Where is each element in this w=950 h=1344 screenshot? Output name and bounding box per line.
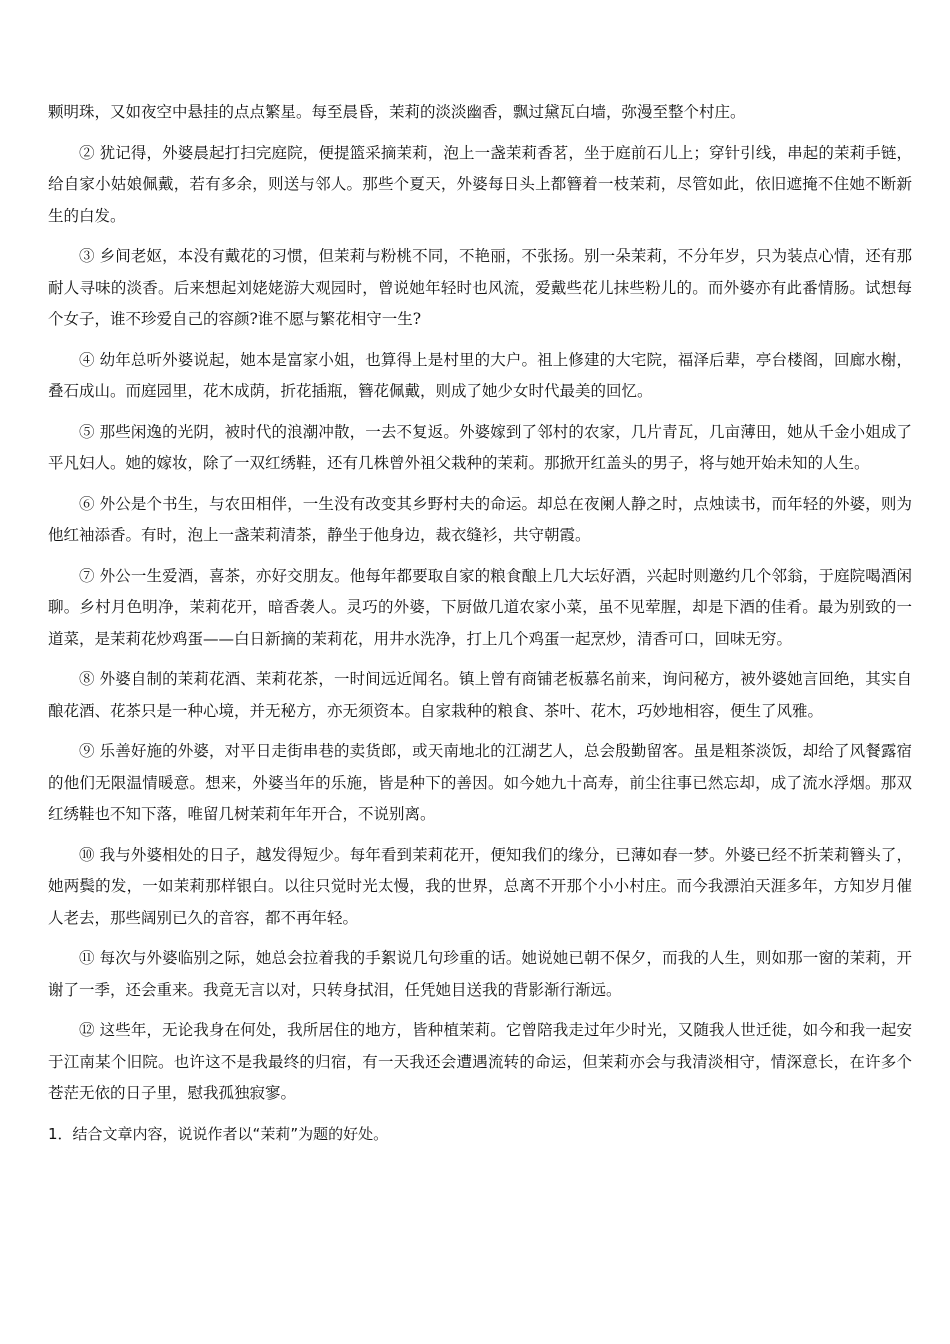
paragraph-5: ⑤ 那些闲逸的光阴，被时代的浪潮冲散，一去不复返。外婆嫁到了邻村的农家，几片青瓦，几亩薄田，她从千金小姐成了平凡妇人。她的嫁妆，除了一双红绣鞋，还有几株曾外祖父栽种的茉莉。那掀开红盖头的男子，将与她开始未知的人生。 [48, 422, 912, 472]
paragraph-10: ⑩ 我与外婆相处的日子，越发得短少。每年看到茉莉花开，便知我们的缘分，已薄如春一梦。外婆已经不折茉莉簪头了，她两鬓的发，一如茉莉那样银白。以往只觉时光太慢，我的世界，总离不开那个小小村庄。而今我漂泊天涯多年，方知岁月催人老去，那些阔别已久的音容，都不再年轻。 [48, 845, 912, 927]
paragraph-6: ⑥ 外公是个书生，与农田相伴，一生没有改变其乡野村夫的命运。却总在夜阑人静之时，点烛读书，而年轻的外婆，则为他红袖添香。有时，泡上一盏茉莉清茶，静坐于他身边，裁衣缝衫，共守朝霞。 [48, 494, 912, 544]
document-page [48, 97, 912, 1150]
paragraph-7: ⑦ 外公一生爱酒，喜茶，亦好交朋友。他每年都要取自家的粮食酿上几大坛好酒，兴起时则邀约几个邻翁，于庭院喝酒闲聊。乡村月色明净，茉莉花开，暗香袭人。灵巧的外婆，下厨做几道农家小菜，虽不见荤腥，却是下酒的佳肴。最为别致的一道菜，是茉莉花炒鸡蛋——白日新摘的茉莉花，用井水洗净，打上几个鸡蛋一起烹炒，清香可口，回味无穷。 [48, 566, 912, 648]
paragraph-2: ② 犹记得，外婆晨起打扫完庭院，便提篮采摘茉莉，泡上一盏茉莉香茗，坐于庭前石儿上；穿针引线，串起的茉莉手链，给自家小姑娘佩戴，若有多余，则送与邻人。那些个夏天，外婆每日头上都簪着一枝茉莉，尽管如此，依旧遮掩不住她不断新生的白发。 [48, 143, 912, 225]
paragraph-4: ④ 幼年总听外婆说起，她本是富家小姐，也算得上是村里的大户。祖上修建的大宅院，福泽后辈，亭台楼阁，回廊水榭，叠石成山。而庭园里，花木成荫，折花插瓶，簪花佩戴，则成了她少女时代最美的回忆。 [48, 350, 912, 400]
question-1: 1．结合文章内容，说说作者以“茉莉”为题的好处。 [48, 1124, 389, 1143]
paragraph-9: ⑨ 乐善好施的外婆，对平日走街串巷的卖货郎，或天南地北的江湖艺人，总会殷勤留客。虽是粗茶淡饭，却给了风餐露宿的他们无限温情暖意。想来，外婆当年的乐施，皆是种下的善因。如今她九十高寿，前尘往事已然忘却，成了流水浮烟。那双红绣鞋也不知下落，唯留几树茉莉年年开合，不说别离。 [48, 742, 912, 823]
paragraph-12: ⑫ 这些年，无论我身在何处，我所居住的地方，皆种植茉莉。它曾陪我走过年少时光，又随我人世迁徙，如今和我一起安于江南某个旧院。也许这不是我最终的归宿，有一天我还会遭遇流转的命运，但茉莉亦会与我清淡相守，情深意长，在许多个苍茫无依的日子里，慰我孤独寂寥。 [48, 1021, 912, 1102]
paragraph-3: ③ 乡间老妪，本没有戴花的习惯，但茉莉与粉桃不同，不艳丽，不张扬。别一朵茉莉，不分年岁，只为装点心情，还有那耐人寻味的淡香。后来想起刘姥姥游大观园时，曾说她年轻时也风流，爱戴些花儿抹些粉儿的。而外婆亦有此番情肠。试想每个女子，谁不珍爱自己的容颜?谁不愿与繁花相守一生? [48, 247, 912, 328]
paragraph-continued: 颗明珠，又如夜空中悬挂的点点繁星。每至晨昏，茉莉的淡淡幽香，飘过黛瓦白墙，弥漫至整个村庄。 [48, 103, 746, 121]
paragraph-8: ⑧ 外婆自制的茉莉花酒、茉莉花茶，一时间远近闻名。镇上曾有商铺老板慕名前来，询问秘方，被外婆她言回绝，其实自酿花酒、花茶只是一种心境，并无秘方，亦无须资本。自家栽种的粮食、茶叶、花木，巧妙地相容，便生了风雅。 [48, 670, 912, 720]
paragraph-11: ⑪ 每次与外婆临别之际，她总会拉着我的手絮说几句珍重的话。她说她已朝不保夕，而我的人生，则如那一窗的茉莉，开谢了一季，还会重来。我竟无言以对，只转身拭泪，任凭她目送我的背影渐行渐远。 [48, 949, 912, 999]
